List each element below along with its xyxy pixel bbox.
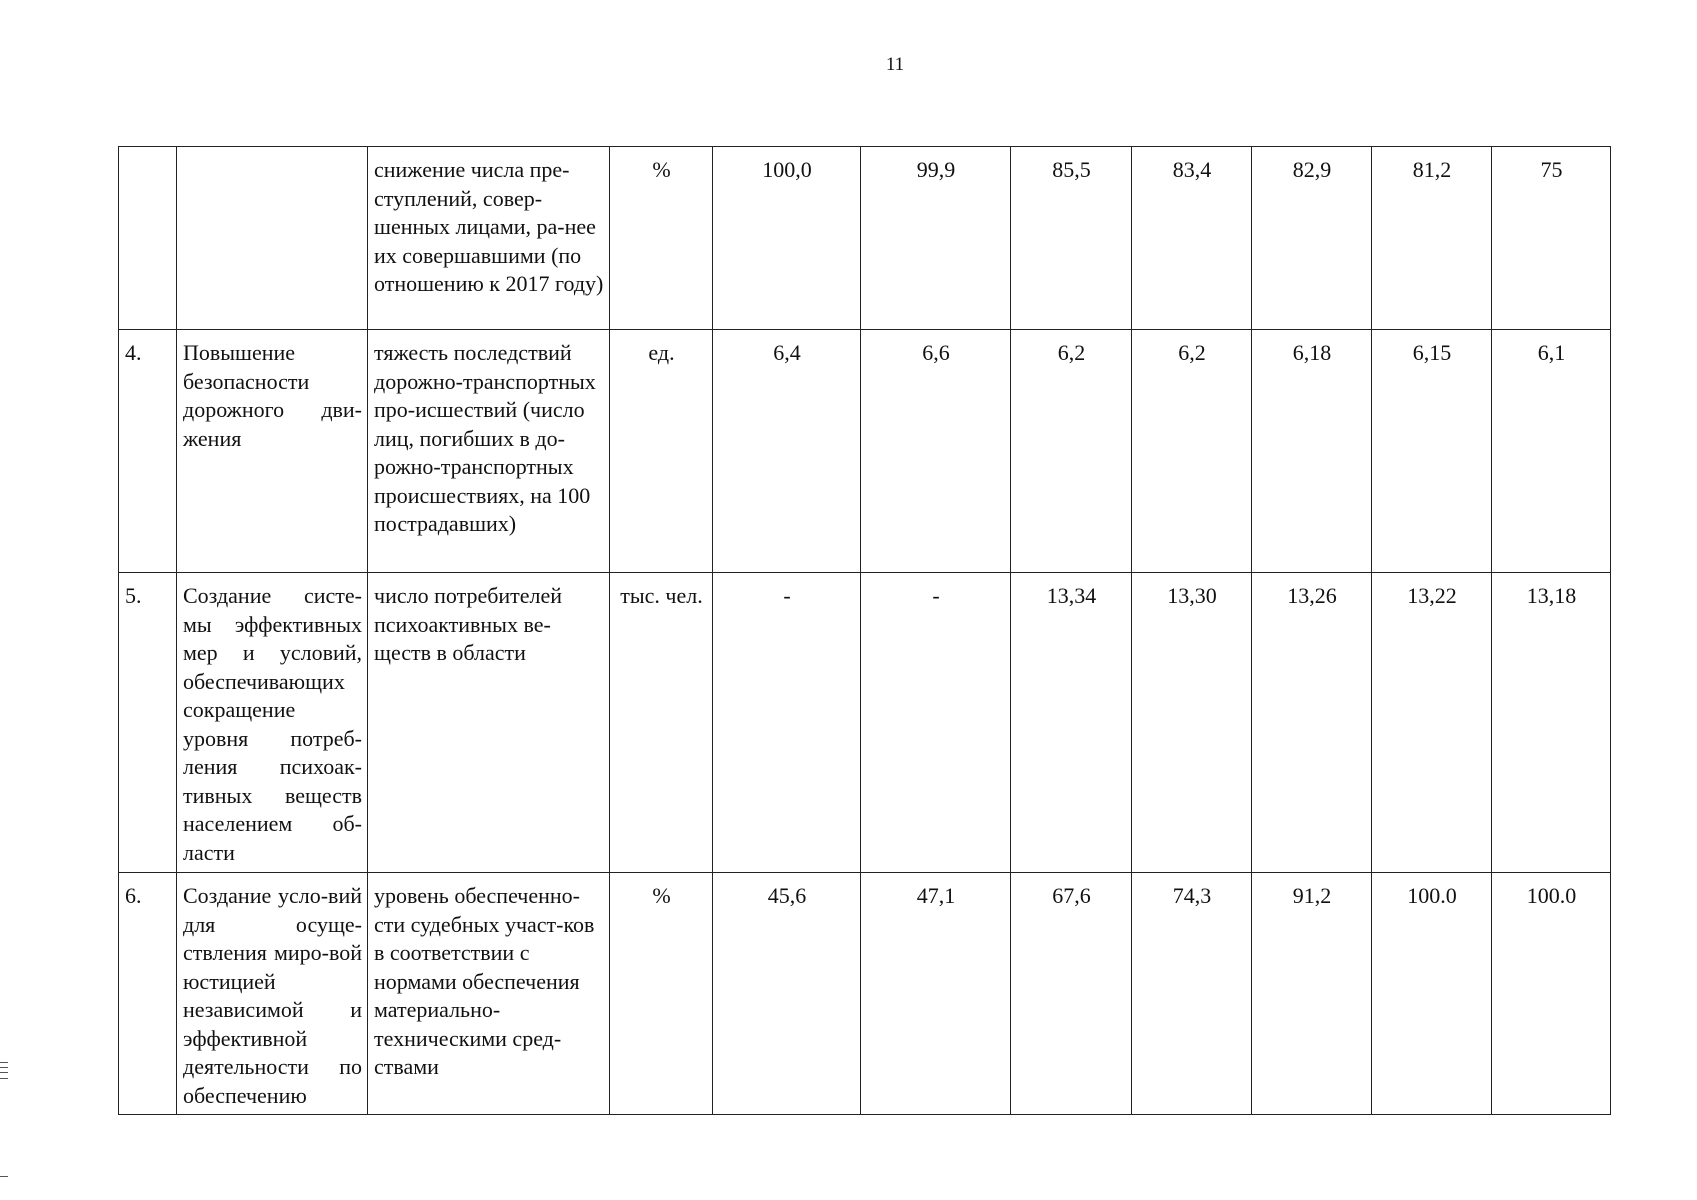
value-cell: 6,6 <box>861 330 1011 573</box>
value-cell: 47,1 <box>861 873 1011 1115</box>
table-row <box>119 147 1611 330</box>
value-cell: 6,2 <box>1011 330 1132 573</box>
page-number: 11 <box>885 54 905 75</box>
table-row <box>119 873 1611 1115</box>
value-cell: 100.0 <box>1372 873 1492 1115</box>
indicators-table <box>118 146 1611 1115</box>
margin-mark <box>0 1067 8 1068</box>
indicator-cell: тяжесть последствий дорожно-транспортных про-исшествий (число лиц, погибших в до-рожно-транспортных происшествиях, на 100 пострадавших) <box>368 330 610 573</box>
goal-cell: Повышение безопасности дорожного дви-жения <box>177 330 368 573</box>
value-cell: 82,9 <box>1252 147 1372 330</box>
value-cell: 67,6 <box>1011 873 1132 1115</box>
row-number: 6. <box>119 873 177 1115</box>
indicator-cell: число потребителей психоактивных ве-ществ в области <box>368 573 610 873</box>
value-cell: 6,4 <box>713 330 861 573</box>
value-cell: 91,2 <box>1252 873 1372 1115</box>
unit-cell: % <box>610 147 713 330</box>
value-cell: 100.0 <box>1492 873 1611 1115</box>
value-cell: 6,18 <box>1252 330 1372 573</box>
value-cell: 74,3 <box>1132 873 1252 1115</box>
value-cell: 13,34 <box>1011 573 1132 873</box>
row-number: 5. <box>119 573 177 873</box>
goal-cell <box>177 147 368 330</box>
table-row <box>119 330 1611 573</box>
margin-mark <box>0 1072 8 1073</box>
value-cell: 6,15 <box>1372 330 1492 573</box>
value-cell: 83,4 <box>1132 147 1252 330</box>
unit-cell: тыс. чел. <box>610 573 713 873</box>
row-number <box>119 147 177 330</box>
indicator-cell: уровень обеспеченно-сти судебных участ-ков в соответствии с нормами обеспечения материально-техническими сред-ствами <box>368 873 610 1115</box>
value-cell: 100,0 <box>713 147 861 330</box>
value-cell: 45,6 <box>713 873 861 1115</box>
value-cell: 13,22 <box>1372 573 1492 873</box>
value-cell: - <box>713 573 861 873</box>
value-cell: 13,18 <box>1492 573 1611 873</box>
margin-mark <box>0 1078 8 1079</box>
unit-cell: % <box>610 873 713 1115</box>
value-cell: 13,26 <box>1252 573 1372 873</box>
value-cell: - <box>861 573 1011 873</box>
row-number: 4. <box>119 330 177 573</box>
indicator-cell: снижение числа пре-ступлений, совер-шенных лицами, ра-нее их совершавшими (по отношению к 2017 году) <box>368 147 610 330</box>
value-cell: 6,1 <box>1492 330 1611 573</box>
margin-mark <box>0 1176 8 1177</box>
value-cell: 6,2 <box>1132 330 1252 573</box>
margin-mark <box>0 1062 8 1063</box>
value-cell: 85,5 <box>1011 147 1132 330</box>
value-cell: 75 <box>1492 147 1611 330</box>
value-cell: 13,30 <box>1132 573 1252 873</box>
value-cell: 81,2 <box>1372 147 1492 330</box>
goal-cell: Создание систе-мы эффективных мер и условий, обеспечивающих сокращение уровня потреб-ления психоак-тивных веществ населением об-ласти <box>177 573 368 873</box>
unit-cell: ед. <box>610 330 713 573</box>
value-cell: 99,9 <box>861 147 1011 330</box>
table-row <box>119 573 1611 873</box>
goal-cell: Создание усло-вий для осуще-ствления миро-вой юстицией независимой и эффективной деятельности по обеспечению <box>177 873 368 1115</box>
